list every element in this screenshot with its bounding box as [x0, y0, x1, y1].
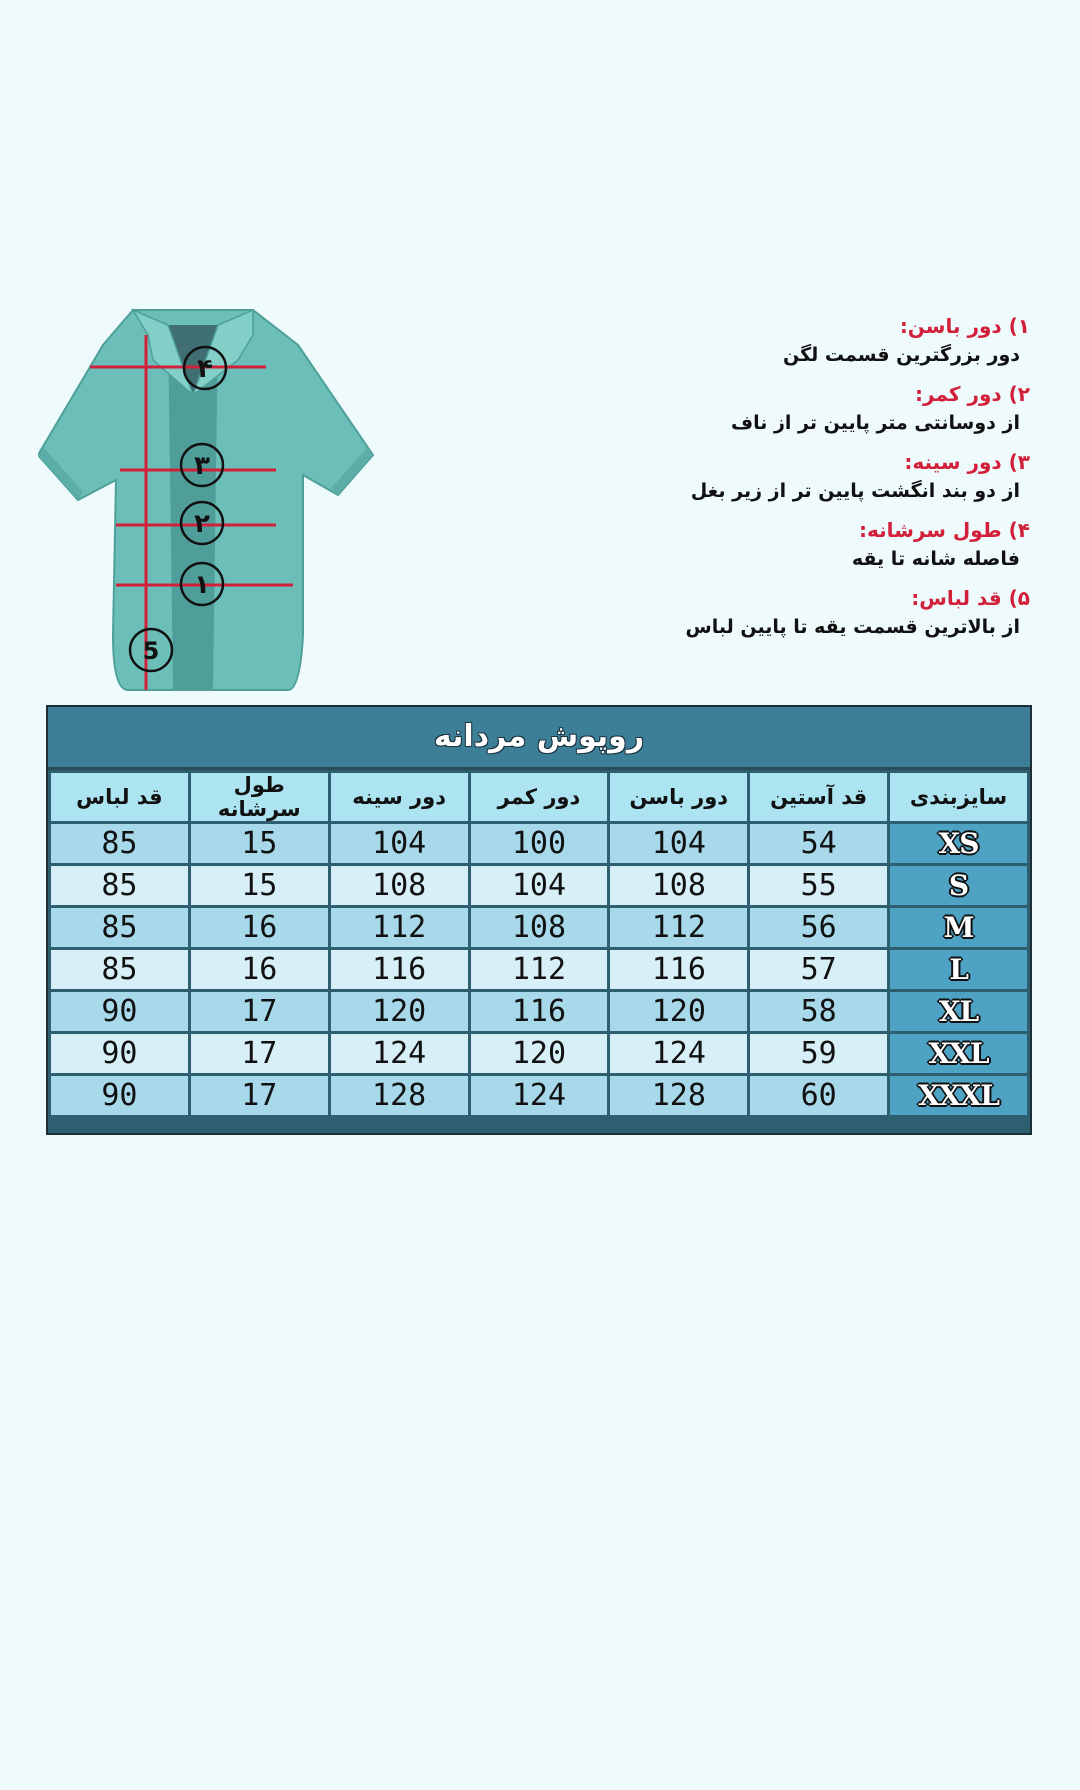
cell-size: M [890, 908, 1027, 947]
svg-text:۲: ۲ [194, 509, 210, 539]
cell-hip: 112 [610, 908, 747, 947]
cell-length: 85 [51, 866, 188, 905]
cell-hip: 128 [610, 1076, 747, 1115]
svg-text:۴: ۴ [197, 354, 213, 384]
cell-hip: 120 [610, 992, 747, 1031]
cell-length: 85 [51, 908, 188, 947]
note-description: از بالاترین قسمت یقه تا پایین لباس [685, 616, 1020, 638]
cell-chest: 108 [331, 866, 468, 905]
note-title: ۵) قد لباس: [911, 586, 1030, 610]
cell-sleeve: 57 [750, 950, 887, 989]
cell-waist: 100 [471, 824, 608, 863]
table-header-row [51, 773, 1027, 821]
cell-sleeve: 59 [750, 1034, 887, 1073]
cell-shoulder: 17 [191, 1076, 328, 1115]
note-title: ۱) دور باسن: [899, 314, 1030, 338]
cell-waist: 124 [471, 1076, 608, 1115]
cell-hip: 116 [610, 950, 747, 989]
cell-hip: 104 [610, 824, 747, 863]
cell-shoulder: 16 [191, 908, 328, 947]
note-chest [610, 448, 1030, 506]
table-row [51, 1076, 1027, 1115]
cell-size: XXXL [890, 1076, 1027, 1115]
cell-sleeve: 56 [750, 908, 887, 947]
cell-size: XL [890, 992, 1027, 1031]
cell-chest: 120 [331, 992, 468, 1031]
table-title: روپوش مردانه [48, 707, 1030, 770]
size-grid [48, 770, 1030, 1118]
cell-size: L [890, 950, 1027, 989]
cell-sleeve: 55 [750, 866, 887, 905]
header-size: سایزبندی [890, 773, 1027, 821]
note-title: ۴) طول سرشانه: [859, 518, 1030, 542]
note-description: از دو بند انگشت پایین تر از زیر بغل [690, 480, 1020, 502]
cell-hip: 108 [610, 866, 747, 905]
cell-size: XXL [890, 1034, 1027, 1073]
cell-size: S [890, 866, 1027, 905]
cell-sleeve: 60 [750, 1076, 887, 1115]
table-row [51, 1034, 1027, 1073]
cell-sleeve: 54 [750, 824, 887, 863]
svg-text:۱: ۱ [194, 570, 210, 600]
cell-chest: 124 [331, 1034, 468, 1073]
cell-waist: 120 [471, 1034, 608, 1073]
note-title: ۲) دور کمر: [915, 382, 1030, 406]
note-description: از دوسانتی متر پایین تر از ناف [731, 412, 1020, 434]
header-waist: دور کمر [471, 773, 608, 821]
cell-shoulder: 15 [191, 866, 328, 905]
cell-sleeve: 58 [750, 992, 887, 1031]
cell-length: 90 [51, 1076, 188, 1115]
shirt-illustration [38, 305, 378, 705]
table-row [51, 950, 1027, 989]
header-hip: دور باسن [610, 773, 747, 821]
header-sleeve: قد آستین [750, 773, 887, 821]
cell-length: 85 [51, 824, 188, 863]
cell-length: 85 [51, 950, 188, 989]
cell-hip: 124 [610, 1034, 747, 1073]
cell-chest: 112 [331, 908, 468, 947]
cell-chest: 116 [331, 950, 468, 989]
note-hip [610, 312, 1030, 370]
table-row [51, 866, 1027, 905]
cell-waist: 116 [471, 992, 608, 1031]
note-length [610, 584, 1030, 642]
cell-shoulder: 17 [191, 992, 328, 1031]
cell-waist: 108 [471, 908, 608, 947]
cell-shoulder: 16 [191, 950, 328, 989]
svg-text:5: 5 [142, 637, 160, 665]
cell-shoulder: 15 [191, 824, 328, 863]
cell-length: 90 [51, 992, 188, 1031]
note-description: فاصله شانه تا یقه [851, 548, 1020, 570]
header-shoulder: طول سرشانه [191, 773, 328, 821]
cell-chest: 128 [331, 1076, 468, 1115]
note-shoulder [610, 516, 1030, 574]
table-row [51, 908, 1027, 947]
note-waist [610, 380, 1030, 438]
cell-waist: 104 [471, 866, 608, 905]
size-table [46, 705, 1032, 1135]
cell-size: XS [890, 824, 1027, 863]
cell-shoulder: 17 [191, 1034, 328, 1073]
header-chest: دور سینه [331, 773, 468, 821]
cell-waist: 112 [471, 950, 608, 989]
measurement-notes [610, 312, 1030, 652]
table-row [51, 992, 1027, 1031]
table-row [51, 824, 1027, 863]
header-length: قد لباس [51, 773, 188, 821]
note-title: ۳) دور سینه: [904, 450, 1030, 474]
cell-length: 90 [51, 1034, 188, 1073]
shirt-diagram [38, 305, 378, 705]
note-description: دور بزرگترین قسمت لگن [783, 344, 1020, 366]
svg-text:۳: ۳ [194, 451, 210, 481]
cell-chest: 104 [331, 824, 468, 863]
